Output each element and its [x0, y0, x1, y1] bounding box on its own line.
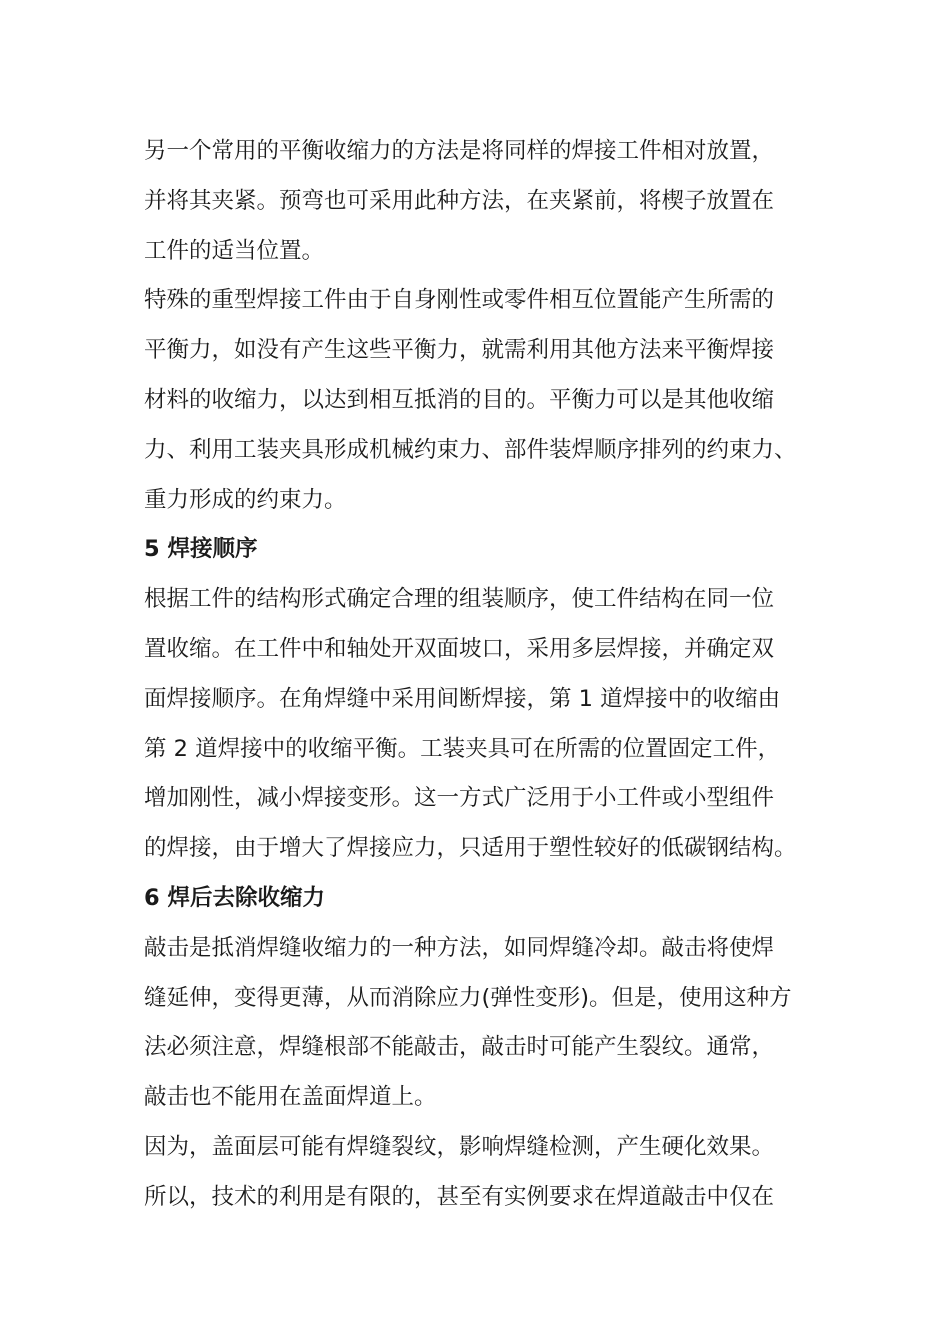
text-line: 敲击也不能用在盖面焊道上。 [144, 1084, 437, 1111]
text-line: 第 2 道焊接中的收缩平衡。工装夹具可在所需的位置固定工件， [144, 735, 781, 762]
document-body [144, 127, 834, 1223]
section-heading [144, 874, 834, 924]
text-line: 的焊接，由于增大了焊接应力，只适用于塑性较好的低碳钢结构。 [144, 835, 797, 862]
text-line: 重力形成的约束力。 [144, 486, 347, 513]
text-line: 工件的适当位置。 [144, 237, 325, 264]
paragraph [144, 924, 834, 1123]
heading-text: 5 焊接顺序 [144, 536, 258, 563]
text-line: 并将其夹紧。预弯也可采用此种方法，在夹紧前，将楔子放置在 [144, 187, 775, 214]
text-line: 另一个常用的平衡收缩力的方法是将同样的焊接工件相对放置， [144, 138, 775, 164]
text-line: 置收缩。在工件中和轴处开双面坡口，采用多层焊接，并确定双 [144, 635, 775, 662]
text-line: 缝延伸，变得更薄，从而消除应力(弹性变形)。但是，使用这种方 [144, 984, 792, 1011]
text-line: 所以，技术的利用是有限的，甚至有实例要求在焊道敲击中仅在 [144, 1183, 775, 1210]
paragraph [144, 127, 834, 276]
text-line: 力、利用工装夹具形成机械约束力、部件装焊顺序排列的约束力、 [144, 436, 797, 463]
paragraph [144, 575, 834, 874]
text-line: 敲击是抵消焊缝收缩力的一种方法，如同焊缝冷却。敲击将使焊 [144, 934, 775, 961]
text-line: 材料的收缩力，以达到相互抵消的目的。平衡力可以是其他收缩 [144, 386, 775, 413]
section-heading [144, 525, 834, 575]
text-line: 特殊的重型焊接工件由于自身刚性或零件相互位置能产生所需的 [144, 287, 775, 314]
heading-text: 6 焊后去除收缩力 [144, 884, 325, 911]
text-line: 因为，盖面层可能有焊缝裂纹，影响焊缝检测，产生硬化效果。 [144, 1133, 775, 1160]
paragraph [144, 1123, 834, 1223]
text-line: 平衡力，如没有产生这些平衡力，就需利用其他方法来平衡焊接 [144, 337, 775, 364]
text-line: 根据工件的结构形式确定合理的组装顺序，使工件结构在同一位 [144, 586, 775, 613]
text-line: 面焊接顺序。在角焊缝中采用间断焊接，第 1 道焊接中的收缩由 [144, 685, 781, 712]
text-line: 法必须注意，焊缝根部不能敲击，敲击时可能产生裂纹。通常， [144, 1034, 775, 1061]
paragraph [144, 276, 834, 525]
text-line: 增加刚性，减小焊接变形。这一方式广泛用于小工件或小型组件 [144, 785, 775, 812]
